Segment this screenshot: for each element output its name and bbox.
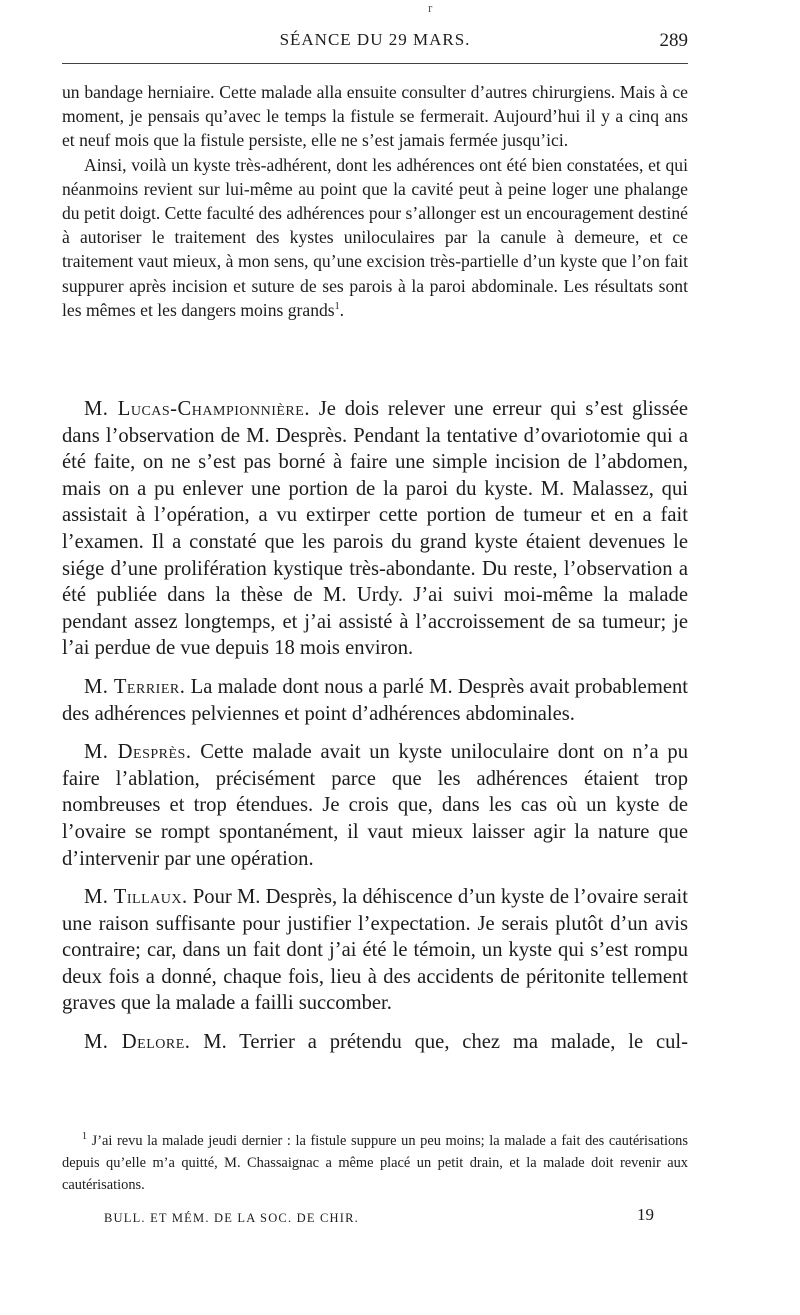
remark-text: M. Terrier a prétendu que, chez ma malade, le cul- [203, 1031, 689, 1054]
remark-text: La malade dont nous a parlé M. Desprès avait probablement des adhérences pelviennes et point d’adhérences abdominales. [62, 675, 688, 725]
remark-tillaux [62, 884, 688, 1017]
page-number: 289 [659, 30, 688, 51]
paragraph-conclusion-text: Ainsi, voilà un kyste très-adhérent, dont les adhérences ont été bien constatées, et qui néanmoins revient sur lui-même au point que la cavité peut à peine loger une phalange du petit doigt. Cette faculté des adhérences pour s’allonger est un encouragement destiné à autoriser le traitement des kystes uniloculaires par la canule à demeure, et ce traitement vaut mieux, à mon sens, qu’une excision très-partielle d’un kyste que l’on fait suppurer après incision et suture de ses parois à la paroi abdominale. Les résultats sont les mêmes et les dangers moins grands [62, 154, 688, 320]
signature-title: BULL. ET MÉM. DE LA SOC. DE CHIR. [104, 1211, 359, 1225]
footnote [62, 1130, 688, 1196]
small-type-block [62, 80, 688, 322]
running-header [62, 30, 688, 56]
footnote-marker: 1 [82, 1131, 87, 1143]
remark-text: Je dois relever une erreur qui s’est glissée dans l’observation de M. Desprès. Pendant la tentative d’ovariotomie qui a été faite, on ne s’est pas borné à faire une simple incision de l’abdomen, mais on a pu enlever une portion de la paroi du kyste. M. Malassez, qui assistait à l’opération, a vu extirper cette portion de tumeur et en a fait l’examen. Il a constaté que les parois du grand kyste étaient devenues le siége d’une prolifération kystique très-abondante. Du reste, l’observation a été publiée dans la thèse de M. Urdy. J’ai suivi moi-même la malade pendant assez longtemps, et j’ai assisté à l’accroissement de sa tumeur; je l’ai perdue de vue depuis 18 mois environ. [62, 398, 688, 660]
speaker-name: M. Tillaux. [84, 886, 188, 909]
discussion-block [62, 396, 688, 1056]
remark-lucas-championniere [62, 396, 688, 662]
paragraph-continuation: un bandage herniaire. Cette malade alla ensuite consulter d’autres chirurgiens. Mais à ce moment, je pensais qu’avec le temps la fistule se fermerait. Aujourd’hui il y a cinq ans et neuf mois que la fistule persiste, elle ne s’est jamais fermée jusqu’ici. [62, 82, 688, 151]
signature-footer [62, 1203, 688, 1227]
speaker-name: M. Delore. [84, 1031, 191, 1054]
remark-text: Cette malade avait un kyste uniloculaire dont on n’a pu faire l’ablation, précisément parce que les adhérences étaient trop nombreuses et trop étendues. Je crois que, dans les cas où un kyste de l’ovaire se rompt spontanément, il vaut mieux laisser agir la nature que d’intervenir par une opération. [62, 741, 688, 870]
header-rule [62, 63, 688, 64]
running-title: SÉANCE DU 29 MARS. [279, 30, 471, 49]
signature-number: 19 [637, 1205, 654, 1224]
remark-terrier [62, 674, 688, 727]
paragraph-conclusion: Ainsi, voilà un kyste très-adhérent, dont les adhérences ont été bien constatées, et qui néanmoins revient sur lui-même au point que la cavité peut à peine loger une phalange du petit doigt. Cette faculté des adhérences pour s’allonger est un encouragement destiné à autoriser le traitement des kystes uniloculaires par la canule à demeure, et ce traitement vaut mieux, à mon sens, qu’une excision très-partielle d’un kyste que l’on fait suppurer après incision et suture de ses parois à la paroi abdominale. Les résultats sont les mêmes et les dangers moins grands$^1$. [62, 154, 688, 320]
top-mark: r [428, 0, 433, 15]
remark-despres [62, 739, 688, 872]
book-page [62, 0, 688, 1315]
remark-delore [62, 1029, 688, 1056]
speaker-name: M. Desprès. [84, 741, 192, 764]
footnote-ref: 1 [334, 300, 340, 312]
footnote-text: J’ai revu la malade jeudi dernier : la fistule suppure un peu moins; la malade a fait des cautérisations depuis qu’elle m’a quitté, M. Chassaignac a même placé un petit drain, et la malade doit revenir aux cautérisations. [62, 1133, 688, 1193]
speaker-name: M. Lucas-Championnière. [84, 398, 310, 420]
remark-text: Pour M. Desprès, la déhiscence d’un kyste de l’ovaire serait une raison suffisante pour justifier l’expectation. Je serais plutôt d’un avis contraire; car, dans un fait dont j’ai été le témoin, un kyste qui s’est rompu deux fois a donné, chaque fois, lieu à des accidents de péritonite tellement graves que la malade a failli succomber. [62, 886, 689, 1015]
speaker-name: M. Terrier. [84, 675, 186, 698]
